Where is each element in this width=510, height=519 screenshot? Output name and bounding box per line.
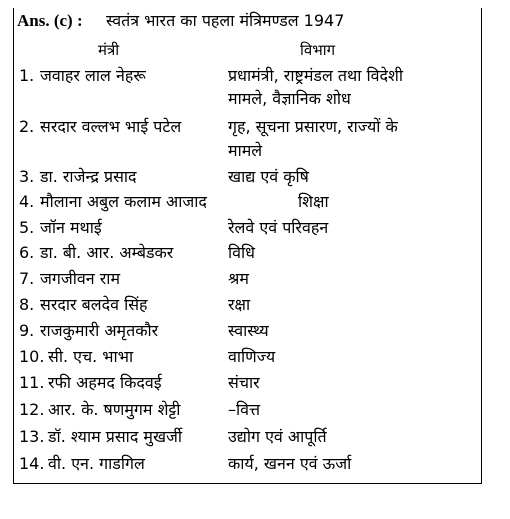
minister-name: राजकुमारी अमृतकौर xyxy=(40,321,159,340)
minister-name: रफी अहमद किदवई xyxy=(48,373,162,392)
row-number: 14. xyxy=(19,454,45,473)
header-minister: मंत्री xyxy=(98,41,120,59)
department: उद्योग एवं आपूर्ति xyxy=(228,427,327,446)
minister-name: जवाहर लाल नेहरू xyxy=(40,66,146,85)
row-number: 8. xyxy=(19,295,35,314)
minister-name: आर. के. षणमुगम शेट्टी xyxy=(48,400,181,419)
minister-name: सरदार बलदेव सिंह xyxy=(40,295,148,314)
row-number: 12. xyxy=(19,400,45,419)
minister-name: सरदार वल्लभ भाई पटेल xyxy=(40,117,182,136)
department: रक्षा xyxy=(228,295,251,314)
row-number: 13. xyxy=(19,427,45,446)
row-number: 6. xyxy=(19,243,35,262)
minister-name: मौलाना अबुल कलाम आजाद xyxy=(40,192,207,211)
row-number: 1. xyxy=(19,66,35,85)
page-title: स्वतंत्र भारत का पहला मंत्रिमण्डल 1947 xyxy=(106,11,345,30)
minister-name: डा. राजेन्द्र प्रसाद xyxy=(40,167,137,186)
minister-name: सी. एच. भाभा xyxy=(48,347,134,366)
department: शिक्षा xyxy=(298,192,329,211)
department: कार्य, खनन एवं ऊर्जा xyxy=(228,454,352,473)
department: –वित्त xyxy=(228,400,261,419)
department-continued: मामले, वैज्ञानिक शोध xyxy=(228,89,351,108)
department: प्रधामंत्री, राष्ट्रमंडल तथा विदेशी xyxy=(228,66,404,85)
department: रेलवे एवं परिवहन xyxy=(228,218,329,237)
minister-name: डा. बी. आर. अम्बेडकर xyxy=(40,243,174,262)
department: संचार xyxy=(228,373,260,392)
row-number: 3. xyxy=(19,167,35,186)
minister-name: जगजीवन राम xyxy=(40,269,121,288)
row-number: 9. xyxy=(19,321,35,340)
department-continued: मामले xyxy=(228,141,263,160)
minister-name: डॉ. श्याम प्रसाद मुखर्जी xyxy=(48,427,183,446)
row-number: 5. xyxy=(19,218,35,237)
department: वाणिज्य xyxy=(228,347,276,366)
row-number: 4. xyxy=(19,192,35,211)
department: विधि xyxy=(228,243,256,262)
department: गृह, सूचना प्रसारण, राज्यों के xyxy=(228,117,398,136)
answer-label: Ans. (c) : xyxy=(17,11,83,30)
department: स्वास्थ्य xyxy=(228,321,269,340)
minister-name: वी. एन. गाडगिल xyxy=(48,454,145,473)
row-number: 11. xyxy=(19,373,45,392)
minister-name: जॉन मथाई xyxy=(40,218,102,237)
department: श्रम xyxy=(228,269,249,288)
row-number: 2. xyxy=(19,117,35,136)
header-department: विभाग xyxy=(300,41,336,59)
row-number: 7. xyxy=(19,269,35,288)
department: खाद्य एवं कृषि xyxy=(228,167,309,186)
row-number: 10. xyxy=(19,347,45,366)
